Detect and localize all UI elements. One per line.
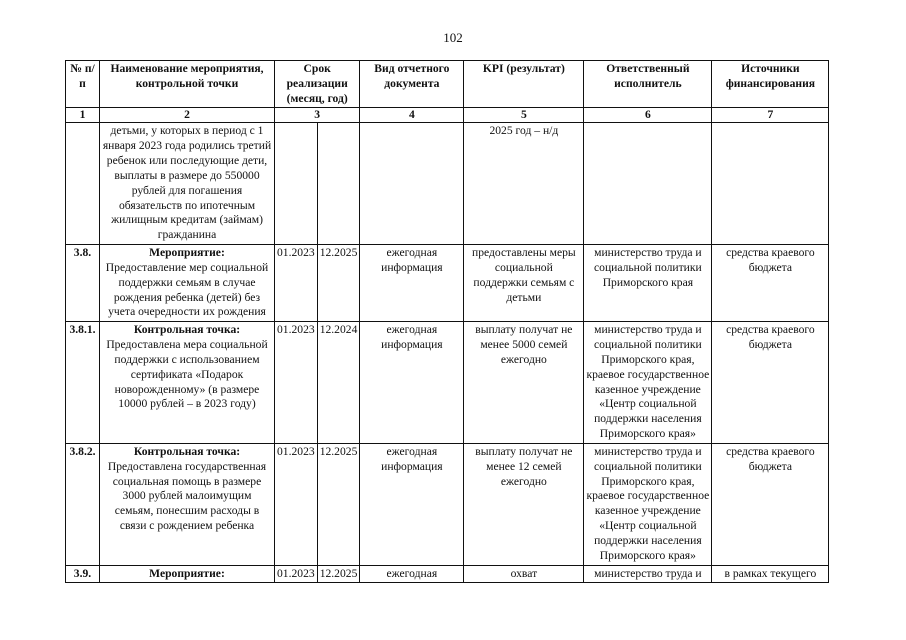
row-description-text: Предоставление мер социальной поддержки семьям в случае рождения ребенка (детей) без учета очередности их рождения	[105, 260, 269, 319]
row-title: Контрольная точка:	[133, 444, 241, 458]
row-document	[360, 123, 464, 245]
row-title: Контрольная точка:	[133, 323, 241, 337]
row-start-date: 01.2023	[275, 322, 318, 444]
column-number: 4	[360, 108, 464, 123]
column-number: 6	[584, 108, 712, 123]
row-kpi: охват	[464, 565, 584, 583]
row-start-date: 01.2023	[275, 245, 318, 322]
row-responsible: министерство труда и социальной политики Приморского края	[584, 245, 712, 322]
row-end-date: 12.2025	[317, 565, 360, 583]
row-source: средства краевого бюджета	[712, 443, 829, 565]
row-source: средства краевого бюджета	[712, 322, 829, 444]
row-kpi: выплату получат не менее 5000 семей ежегодно	[464, 322, 584, 444]
row-responsible: министерство труда и социальной политики Приморского края, краевое государственное казенное учреждение «Центр социальной поддержки населения Приморского края»	[584, 443, 712, 565]
row-end-date: 12.2025	[317, 443, 360, 565]
page-number: 102	[443, 30, 463, 45]
row-responsible	[584, 123, 712, 245]
row-number: 3.8.1.	[66, 322, 100, 444]
row-kpi: предоставлены меры социальной поддержки семьям с детьми	[464, 245, 584, 322]
row-source	[712, 123, 829, 245]
row-document: ежегодная информация	[360, 322, 464, 444]
header-source: Источники финансирования	[712, 61, 829, 108]
table-header-row	[66, 61, 829, 108]
header-term: Срок реализации (месяц, год)	[275, 61, 360, 108]
row-description-text: Предоставлена мера социальной поддержки с использованием сертификата «Подарок новорожденному» (в размере 10000 рублей – в 2023 году)	[106, 338, 268, 411]
column-number-row	[66, 108, 829, 123]
row-number: 3.8.	[66, 245, 100, 322]
table-row	[66, 565, 829, 583]
plan-table	[65, 60, 829, 583]
row-source: в рамках текущего	[712, 565, 829, 583]
row-description	[100, 245, 275, 322]
header-name: Наименование мероприятия, контрольной точки	[100, 61, 275, 108]
table-row	[66, 123, 829, 245]
row-start-date: 01.2023	[275, 565, 318, 583]
table-row	[66, 245, 829, 322]
row-kpi: 2025 год – н/д	[464, 123, 584, 245]
row-start-date: 01.2023	[275, 443, 318, 565]
row-end-date	[317, 123, 360, 245]
row-start-date	[275, 123, 318, 245]
row-end-date: 12.2025	[317, 245, 360, 322]
row-kpi: выплату получат не менее 12 семей ежегодно	[464, 443, 584, 565]
header-doc: Вид отчетного документа	[360, 61, 464, 108]
row-end-date: 12.2024	[317, 322, 360, 444]
row-document: ежегодная	[360, 565, 464, 583]
row-responsible: министерство труда и социальной политики Приморского края, краевое государственное казенное учреждение «Центр социальной поддержки населения Приморского края»	[584, 322, 712, 444]
row-title: Мероприятие:	[149, 566, 225, 580]
row-number: 3.8.2.	[66, 443, 100, 565]
row-number	[66, 123, 100, 245]
column-number: 5	[464, 108, 584, 123]
row-description-text: Предоставлена государственная социальная помощь в размере 3000 рублей малоимущим семьям, понесшим расходы в связи с рождением ребенка	[107, 459, 267, 533]
row-responsible: министерство труда и	[584, 565, 712, 583]
row-document: ежегодная информация	[360, 443, 464, 565]
row-description-text: детьми, у которых в период с 1 января 2023 года родились третий ребенок или последующие дети, выплаты в размере до 550000 рублей для погашения обязательств по ипотечным жилищным кредитам (займам) гражданина	[102, 124, 272, 242]
table-row	[66, 322, 829, 444]
header-kpi: KPI (результат)	[464, 61, 584, 108]
row-document: ежегодная информация	[360, 245, 464, 322]
header-responsible: Ответственный исполнитель	[584, 61, 712, 108]
row-description	[100, 322, 275, 444]
header-num: № п/п	[66, 61, 100, 108]
row-description	[100, 443, 275, 565]
column-number: 2	[100, 108, 275, 123]
row-source: средства краевого бюджета	[712, 245, 829, 322]
row-description	[100, 565, 275, 583]
column-number: 3	[275, 108, 360, 123]
column-number: 1	[66, 108, 100, 123]
row-description	[100, 123, 275, 245]
column-number: 7	[712, 108, 829, 123]
table-row	[66, 443, 829, 565]
row-title: Мероприятие:	[149, 246, 225, 260]
row-number: 3.9.	[66, 565, 100, 583]
